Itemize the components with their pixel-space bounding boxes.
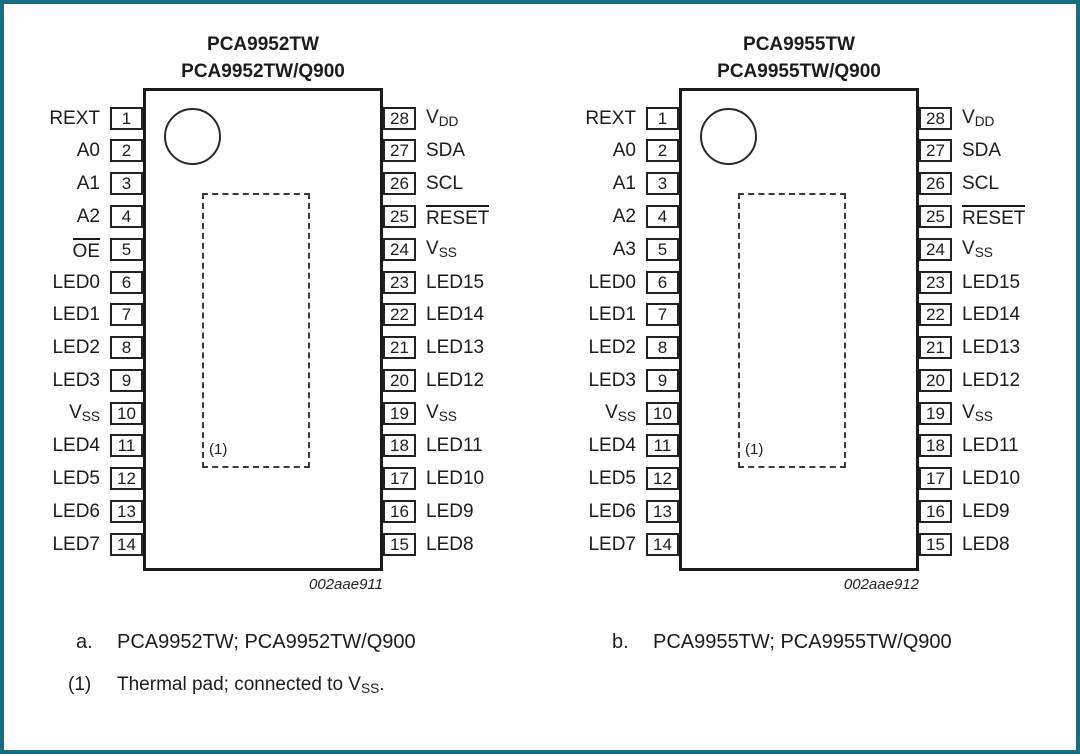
pin-label: LED15 <box>962 272 1021 293</box>
pin-label: LED12 <box>962 370 1021 391</box>
pin-label: A1 <box>612 173 636 194</box>
pin-row <box>383 205 545 228</box>
pin-number-box: 4 <box>110 205 143 228</box>
pin-number-box: 20 <box>383 369 416 392</box>
pin-label: LED9 <box>426 501 474 522</box>
pin-row <box>564 533 679 556</box>
thermal-pad-outline <box>738 193 846 468</box>
pin-label: LED7 <box>52 534 100 555</box>
thermal-pad-ref: (1) <box>745 441 764 458</box>
pin-label: LED13 <box>426 337 485 358</box>
pin-row <box>919 139 1080 162</box>
pin-number-box: 8 <box>646 336 679 359</box>
pin-row <box>383 369 545 392</box>
pin-number-box: 25 <box>383 205 416 228</box>
pin-label: LED6 <box>588 501 636 522</box>
footnote-marker: (1) <box>68 674 92 695</box>
pin-label: $V_{DD}$ <box>962 107 995 130</box>
pin-label: OE <box>73 238 100 261</box>
pin-row <box>28 172 143 195</box>
pin-number-box: 13 <box>110 500 143 523</box>
pin-label: LED14 <box>426 304 485 325</box>
pin-number-box: 6 <box>646 271 679 294</box>
pin-label: LED2 <box>588 337 636 358</box>
pin-row <box>28 467 143 490</box>
pin-number-box: 16 <box>919 500 952 523</box>
pin-row <box>919 107 1080 130</box>
pin-row <box>919 172 1080 195</box>
pin-label: $V_{SS}$ <box>962 238 993 261</box>
pin-number-box: 19 <box>919 402 952 425</box>
pin-number-box: 10 <box>110 402 143 425</box>
pin-number-box: 21 <box>383 336 416 359</box>
pin-row <box>564 467 679 490</box>
pin-row <box>28 402 143 425</box>
caption-letter: a. <box>76 631 93 653</box>
pin-label: LED0 <box>588 272 636 293</box>
pin-row <box>383 434 545 457</box>
pin-label: LED8 <box>426 534 474 555</box>
pin-label: LED5 <box>52 468 100 489</box>
pin-number-box: 22 <box>919 303 952 326</box>
pin-row <box>919 467 1080 490</box>
pin-number-box: 18 <box>919 434 952 457</box>
pin-row <box>28 205 143 228</box>
pin-number-box: 19 <box>383 402 416 425</box>
footnote-thermal-pad <box>68 673 385 700</box>
pin-label: $V_{DD}$ <box>426 107 459 130</box>
pin-row <box>564 139 679 162</box>
chip-title-line2: PCA9952TW/Q900 <box>181 61 345 82</box>
pin-number-box: 6 <box>110 271 143 294</box>
pin-number-box: 28 <box>383 107 416 130</box>
pin-row <box>383 139 545 162</box>
figure-code: 002aae911 <box>309 576 383 593</box>
pin-number-box: 15 <box>383 533 416 556</box>
pin-row <box>919 303 1080 326</box>
pin-row <box>564 107 679 130</box>
pin-row <box>28 533 143 556</box>
pin-number-box: 4 <box>646 205 679 228</box>
figure-caption <box>612 630 952 654</box>
pin-row <box>383 533 545 556</box>
pin-number-box: 28 <box>919 107 952 130</box>
pin-row <box>564 369 679 392</box>
pin-row <box>28 107 143 130</box>
caption-letter: b. <box>612 631 629 653</box>
pin-number-box: 11 <box>110 434 143 457</box>
pin-label: $V_{SS}$ <box>605 402 636 425</box>
pin-row <box>383 402 545 425</box>
pin-label: LED4 <box>588 435 636 456</box>
pin-label: A1 <box>76 173 100 194</box>
pin-row <box>28 303 143 326</box>
pin-label: RESET <box>962 205 1025 228</box>
pin-label: $V_{SS}$ <box>426 402 457 425</box>
pin-label: REXT <box>49 108 100 129</box>
pin-label: LED5 <box>588 468 636 489</box>
pin-number-box: 17 <box>383 467 416 490</box>
pin-label: $V_{SS}$ <box>962 402 993 425</box>
pin-row <box>28 238 143 261</box>
pin-number-box: 7 <box>110 303 143 326</box>
pin-number-box: 21 <box>919 336 952 359</box>
thermal-pad-outline <box>202 193 310 468</box>
pin-label: LED6 <box>52 501 100 522</box>
pin1-indicator-circle <box>700 108 757 165</box>
pinout-figure-pca9955tw <box>536 0 1080 660</box>
pin-label: LED13 <box>962 337 1021 358</box>
pin-row <box>383 107 545 130</box>
chip-title-line1: PCA9952TW <box>207 34 319 55</box>
pin-number-box: 23 <box>919 271 952 294</box>
pin-number-box: 13 <box>646 500 679 523</box>
pin-label: LED10 <box>962 468 1021 489</box>
chip-title-line1: PCA9955TW <box>743 34 855 55</box>
pin-row <box>383 271 545 294</box>
pin-number-box: 15 <box>919 533 952 556</box>
pin-number-box: 2 <box>110 139 143 162</box>
pin-row <box>383 500 545 523</box>
pin-row <box>919 500 1080 523</box>
caption-text: PCA9955TW; PCA9955TW/Q900 <box>653 631 952 653</box>
pin-number-box: 5 <box>646 238 679 261</box>
pin-label: LED10 <box>426 468 485 489</box>
pin-number-box: 24 <box>919 238 952 261</box>
figure-caption <box>76 630 416 654</box>
pin-row <box>919 336 1080 359</box>
pin-label: LED9 <box>962 501 1010 522</box>
pin-row <box>919 238 1080 261</box>
pin-label: LED14 <box>962 304 1021 325</box>
pin-number-box: 9 <box>110 369 143 392</box>
pin-number-box: 1 <box>646 107 679 130</box>
pin-label: A3 <box>612 239 636 260</box>
figure-code: 002aae912 <box>843 576 919 593</box>
pin-row <box>28 369 143 392</box>
pin-row <box>383 467 545 490</box>
pin-row <box>564 271 679 294</box>
pin-number-box: 18 <box>383 434 416 457</box>
pin-number-box: 1 <box>110 107 143 130</box>
pin-number-box: 16 <box>383 500 416 523</box>
footnote-text: Thermal pad; connected to $V_{SS}$. <box>117 674 385 696</box>
pin-label: LED2 <box>52 337 100 358</box>
pin-row <box>28 336 143 359</box>
pin-row <box>28 139 143 162</box>
pin-label: RESET <box>426 205 489 228</box>
pin-row <box>919 369 1080 392</box>
pin-number-box: 5 <box>110 238 143 261</box>
pin-number-box: 27 <box>919 139 952 162</box>
pin-row <box>919 271 1080 294</box>
pin-row <box>564 500 679 523</box>
pin-label: SCL <box>426 173 463 194</box>
pin-number-box: 26 <box>383 172 416 195</box>
pin-row <box>28 434 143 457</box>
pin-label: SCL <box>962 173 999 194</box>
pin-row <box>919 205 1080 228</box>
pin-label: LED11 <box>962 435 1019 456</box>
pin-row <box>564 238 679 261</box>
pin-label: LED7 <box>588 534 636 555</box>
pin-label: A2 <box>612 206 636 227</box>
pin-number-box: 23 <box>383 271 416 294</box>
pin-number-box: 10 <box>646 402 679 425</box>
pin-label: REXT <box>585 108 636 129</box>
pin-number-box: 17 <box>919 467 952 490</box>
pin-label: A0 <box>76 140 100 161</box>
pin-label: A0 <box>612 140 636 161</box>
pin1-indicator-circle <box>164 108 221 165</box>
pin-row <box>919 533 1080 556</box>
pin-row <box>564 172 679 195</box>
pin-row <box>564 205 679 228</box>
chip-title <box>679 31 919 85</box>
pin-number-box: 26 <box>919 172 952 195</box>
pin-row <box>919 434 1080 457</box>
pin-label: LED1 <box>52 304 100 325</box>
pin-number-box: 14 <box>110 533 143 556</box>
pin-number-box: 14 <box>646 533 679 556</box>
pin-number-box: 3 <box>646 172 679 195</box>
pin-number-box: 9 <box>646 369 679 392</box>
pin-label: SDA <box>426 140 466 161</box>
pin-number-box: 3 <box>110 172 143 195</box>
pinout-figure-pca9952tw <box>0 0 545 660</box>
pin-number-box: 25 <box>919 205 952 228</box>
pin-label: LED11 <box>426 435 483 456</box>
pin-row <box>383 172 545 195</box>
pin-number-box: 20 <box>919 369 952 392</box>
pin-label: LED8 <box>962 534 1010 555</box>
pin-row <box>564 402 679 425</box>
pin-label: LED4 <box>52 435 100 456</box>
pin-row <box>383 303 545 326</box>
pin-label: LED1 <box>588 304 636 325</box>
pin-label: LED12 <box>426 370 485 391</box>
pin-row <box>28 500 143 523</box>
pin-number-box: 8 <box>110 336 143 359</box>
pin-row <box>383 238 545 261</box>
pin-number-box: 24 <box>383 238 416 261</box>
pin-row <box>919 402 1080 425</box>
pin-number-box: 2 <box>646 139 679 162</box>
pin-label: LED3 <box>588 370 636 391</box>
chip-title-line2: PCA9955TW/Q900 <box>717 61 881 82</box>
pin-label: LED15 <box>426 272 485 293</box>
pin-label: A2 <box>76 206 100 227</box>
pin-number-box: 7 <box>646 303 679 326</box>
pin-number-box: 27 <box>383 139 416 162</box>
pin-row <box>564 434 679 457</box>
pin-label: $V_{SS}$ <box>69 402 100 425</box>
pin-label: $V_{SS}$ <box>426 238 457 261</box>
pin-number-box: 12 <box>646 467 679 490</box>
pin-number-box: 11 <box>646 434 679 457</box>
pin-number-box: 12 <box>110 467 143 490</box>
pin-label: LED3 <box>52 370 100 391</box>
pin-row <box>28 271 143 294</box>
pin-number-box: 22 <box>383 303 416 326</box>
caption-text: PCA9952TW; PCA9952TW/Q900 <box>117 631 416 653</box>
pin-label: LED0 <box>52 272 100 293</box>
pin-label: SDA <box>962 140 1002 161</box>
chip-title <box>143 31 383 85</box>
pin-row <box>383 336 545 359</box>
pin-row <box>564 336 679 359</box>
pin-row <box>564 303 679 326</box>
thermal-pad-ref: (1) <box>209 441 228 458</box>
